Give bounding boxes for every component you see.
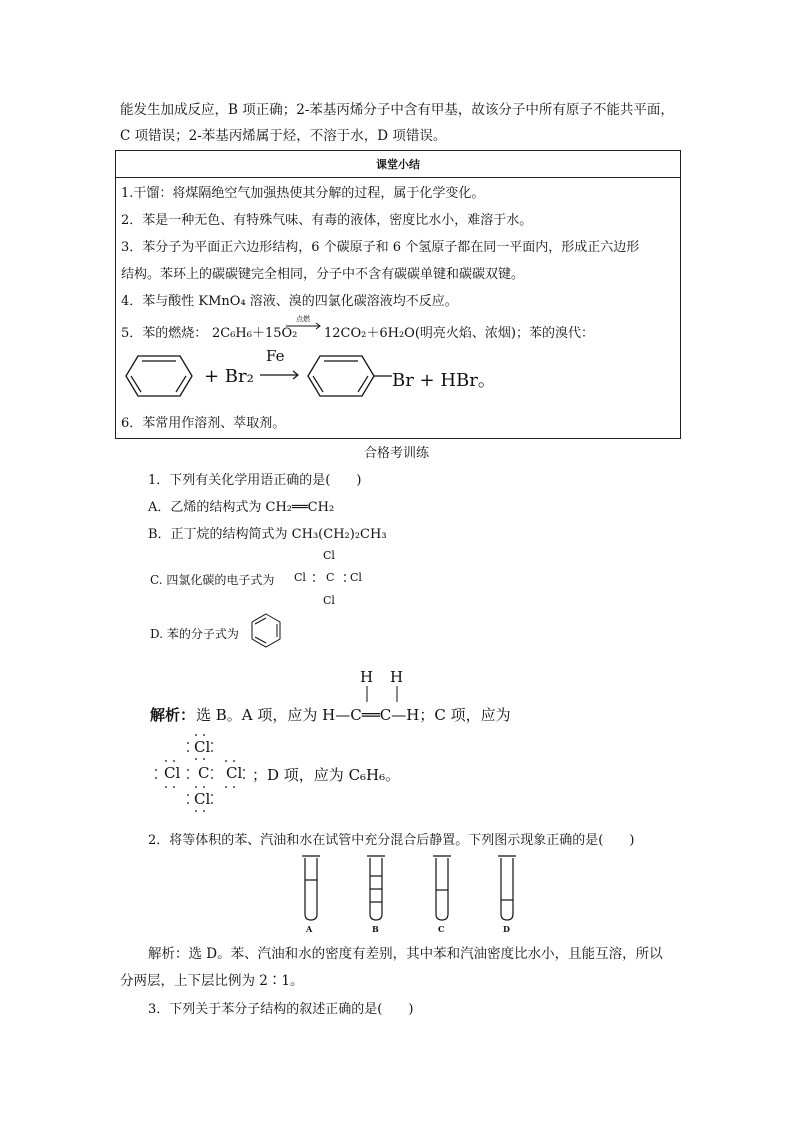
intro-line-1: 能发生加成反应，B 项正确；2-苯基丙烯分子中含有甲基，故该分子中所有原子不能共平面， <box>120 102 674 118</box>
summary-item-5-condition: 点燃 <box>296 315 310 323</box>
benzene-kekule-icon <box>251 612 283 650</box>
a1-ccl4-electron-dots <box>152 732 252 812</box>
a1-ccl4-cl-right: Cl <box>226 764 243 782</box>
a1-ccl4-cl-top: Cl <box>194 738 211 756</box>
rxn-product: Br + HBr。 <box>392 370 496 391</box>
bromobenzene-ring-icon <box>306 352 396 400</box>
summary-box <box>115 150 681 439</box>
summary-item-5-prefix: 5．苯的燃烧： <box>121 326 208 341</box>
a1-ccl4-cl-bottom: Cl <box>194 790 211 808</box>
ethene-h-right: H <box>390 668 404 686</box>
rxn-plus-br2: + Br₂ <box>204 366 254 387</box>
q3-stem: 3．下列关于苯分子结构的叙述正确的是( ) <box>148 1002 414 1017</box>
rxn-catalyst: Fe <box>266 347 285 365</box>
ethene-h-bonds <box>366 686 398 704</box>
ccl4-cl-bottom: Cl <box>323 594 335 607</box>
reaction-arrow-bromination <box>260 371 300 379</box>
ethene-h-left: H <box>360 668 374 686</box>
a2-line-2: 分两层，上下层比例为 2∶1。 <box>120 973 304 989</box>
ccl4-c-center: C <box>326 571 335 584</box>
reaction-arrow-combustion <box>286 323 322 329</box>
q1-option-b: B．正丁烷的结构简式为 CH₃(CH₂)₂CH₃ <box>148 527 387 542</box>
tube-label-b: B <box>372 924 379 934</box>
ccl4-cl-top: Cl <box>323 549 335 562</box>
tube-label-c: C <box>438 924 445 934</box>
summary-item-6: 6．苯常用作溶剂、萃取剂。 <box>121 416 286 431</box>
a1-part2: ；D 项，应为 C₆H₆。 <box>252 766 401 784</box>
intro-line-2: C 项错误；2-苯基丙烯属于烃，不溶于水，D 项错误。 <box>120 128 447 144</box>
summary-divider <box>116 177 680 178</box>
q1-stem: 1．下列有关化学用语正确的是( ) <box>148 473 362 488</box>
ccl4-cl-left: Cl <box>294 571 306 584</box>
summary-title: 课堂小结 <box>376 158 420 171</box>
summary-item-1: 1.干馏：将煤隔绝空气加强热使其分解的过程，属于化学变化。 <box>121 186 485 201</box>
q1-option-d-prefix: D. 苯的分子式为 <box>150 627 239 641</box>
summary-item-5-eq-left: 2C₆H₆＋15O₂ <box>212 326 298 341</box>
q1-option-a: A．乙烯的结构式为 CH₂══CH₂ <box>148 500 335 515</box>
test-tubes-figure <box>300 852 525 932</box>
tube-label-d: D <box>503 924 510 934</box>
tube-label-a: A <box>306 924 313 934</box>
a1-ccl4-cl-left: Cl <box>164 764 181 782</box>
a1-part1: 选 B。A 项，应为 H—C══C—H；C 项，应为 <box>196 706 511 724</box>
benzene-ring-icon <box>124 352 194 400</box>
a1-label: 解析： <box>150 706 196 724</box>
summary-item-4: 4．苯与酸性 KMnO₄ 溶液、溴的四氯化碳溶液均不反应。 <box>121 294 458 309</box>
summary-item-3b: 结构。苯环上的碳碳键完全相同，分子中不含有碳碳单键和碳碳双键。 <box>121 267 525 282</box>
a1-ccl4-c: C <box>198 764 210 782</box>
a2-line-1: 解析：选 D。苯、汽油和水的密度有差别，其中苯和汽油密度比水小，且能互溶，所以 <box>148 946 663 962</box>
summary-item-5-eq-right: 12CO₂＋6H₂O(明亮火焰、浓烟)；苯的溴代： <box>324 326 594 341</box>
q1-option-c-prefix: C. 四氯化碳的电子式为 <box>150 573 275 587</box>
q2-stem: 2．将等体积的苯、汽油和水在试管中充分混合后静置。下列图示现象正确的是( ) <box>148 833 635 848</box>
summary-item-2: 2．苯是一种无色、有特殊气味、有毒的液体，密度比水小，难溶于水。 <box>121 213 533 228</box>
ccl4-electron-dots <box>312 566 352 594</box>
summary-item-3a: 3．苯分子为平面正六边形结构，6 个碳原子和 6 个氢原子都在同一平面内，形成正六边形 <box>121 240 640 255</box>
ccl4-cl-right: Cl <box>350 571 362 584</box>
section-title: 合格考训练 <box>363 446 429 461</box>
